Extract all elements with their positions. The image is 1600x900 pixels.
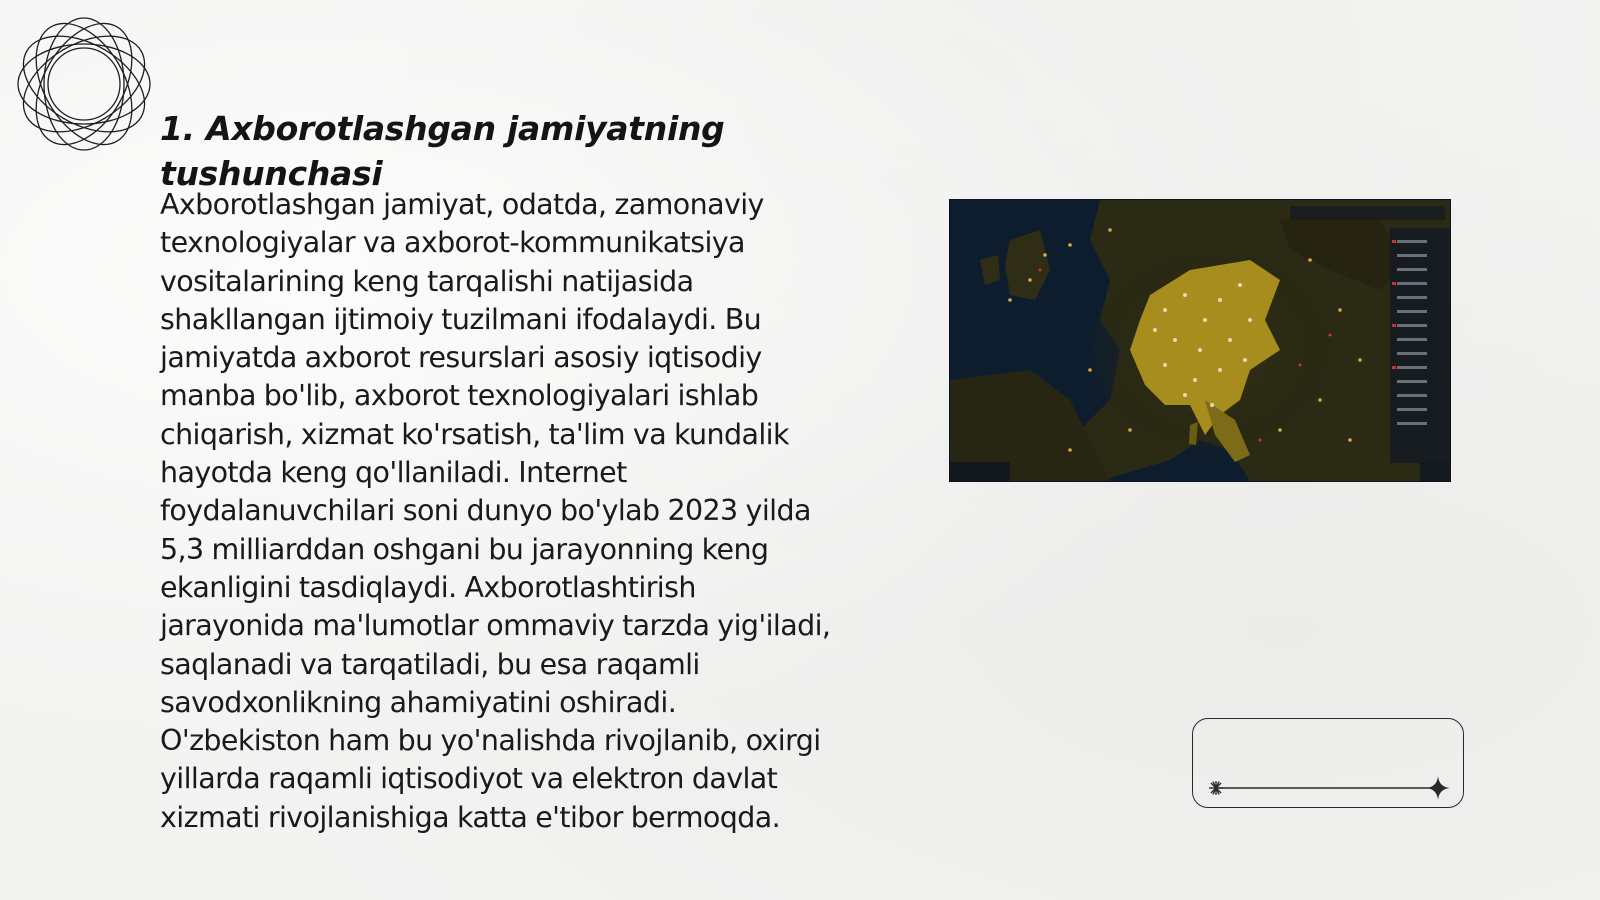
circular-ornament-icon (10, 10, 158, 158)
decorative-frame (1192, 718, 1464, 808)
slide-title: 1. Axborotlashgan jamiyatning tushunchasi (160, 109, 725, 193)
sparkle-icon (1209, 781, 1223, 795)
cross-star-icon (1426, 776, 1450, 800)
body-paragraph: Axborotlashgan jamiyat, odatda, zamonaviy texnologiyalar va axborot-kommunikatsiya vositalarining keng tarqalishi natijasida shakllangan ijtimoiy tuzilmani ifodalaydi. Bu jamiyatda axborot resurslari asosiy iqtisodiy manba bo'lib, axborot texnologiyalari ishlab chiqarish, xizmat ko'rsatish, ta'lim va kundalik hayotda keng qo'llaniladi. Internet foydalanuvchilari soni dunyo bo'ylab 2023 yilda 5,3 milliarddan oshgani bu jarayonning keng ekanligini tasdiqlaydi. Axborotlashtirish jarayonida ma'lumotlar ommaviy tarzda yig'iladi, saqlanadi va tarqatiladi, bu esa raqamli savodxonlikning ahamiyatini oshiradi. O'zbekiston ham bu yo'nalishda rivojlanib, oxirgi yillarda raqamli iqtisodiyot va elektron davlat xizmati rivojlanishiga katta e'tibor bermoqda. (160, 188, 831, 834)
europe-map-image (950, 200, 1450, 481)
